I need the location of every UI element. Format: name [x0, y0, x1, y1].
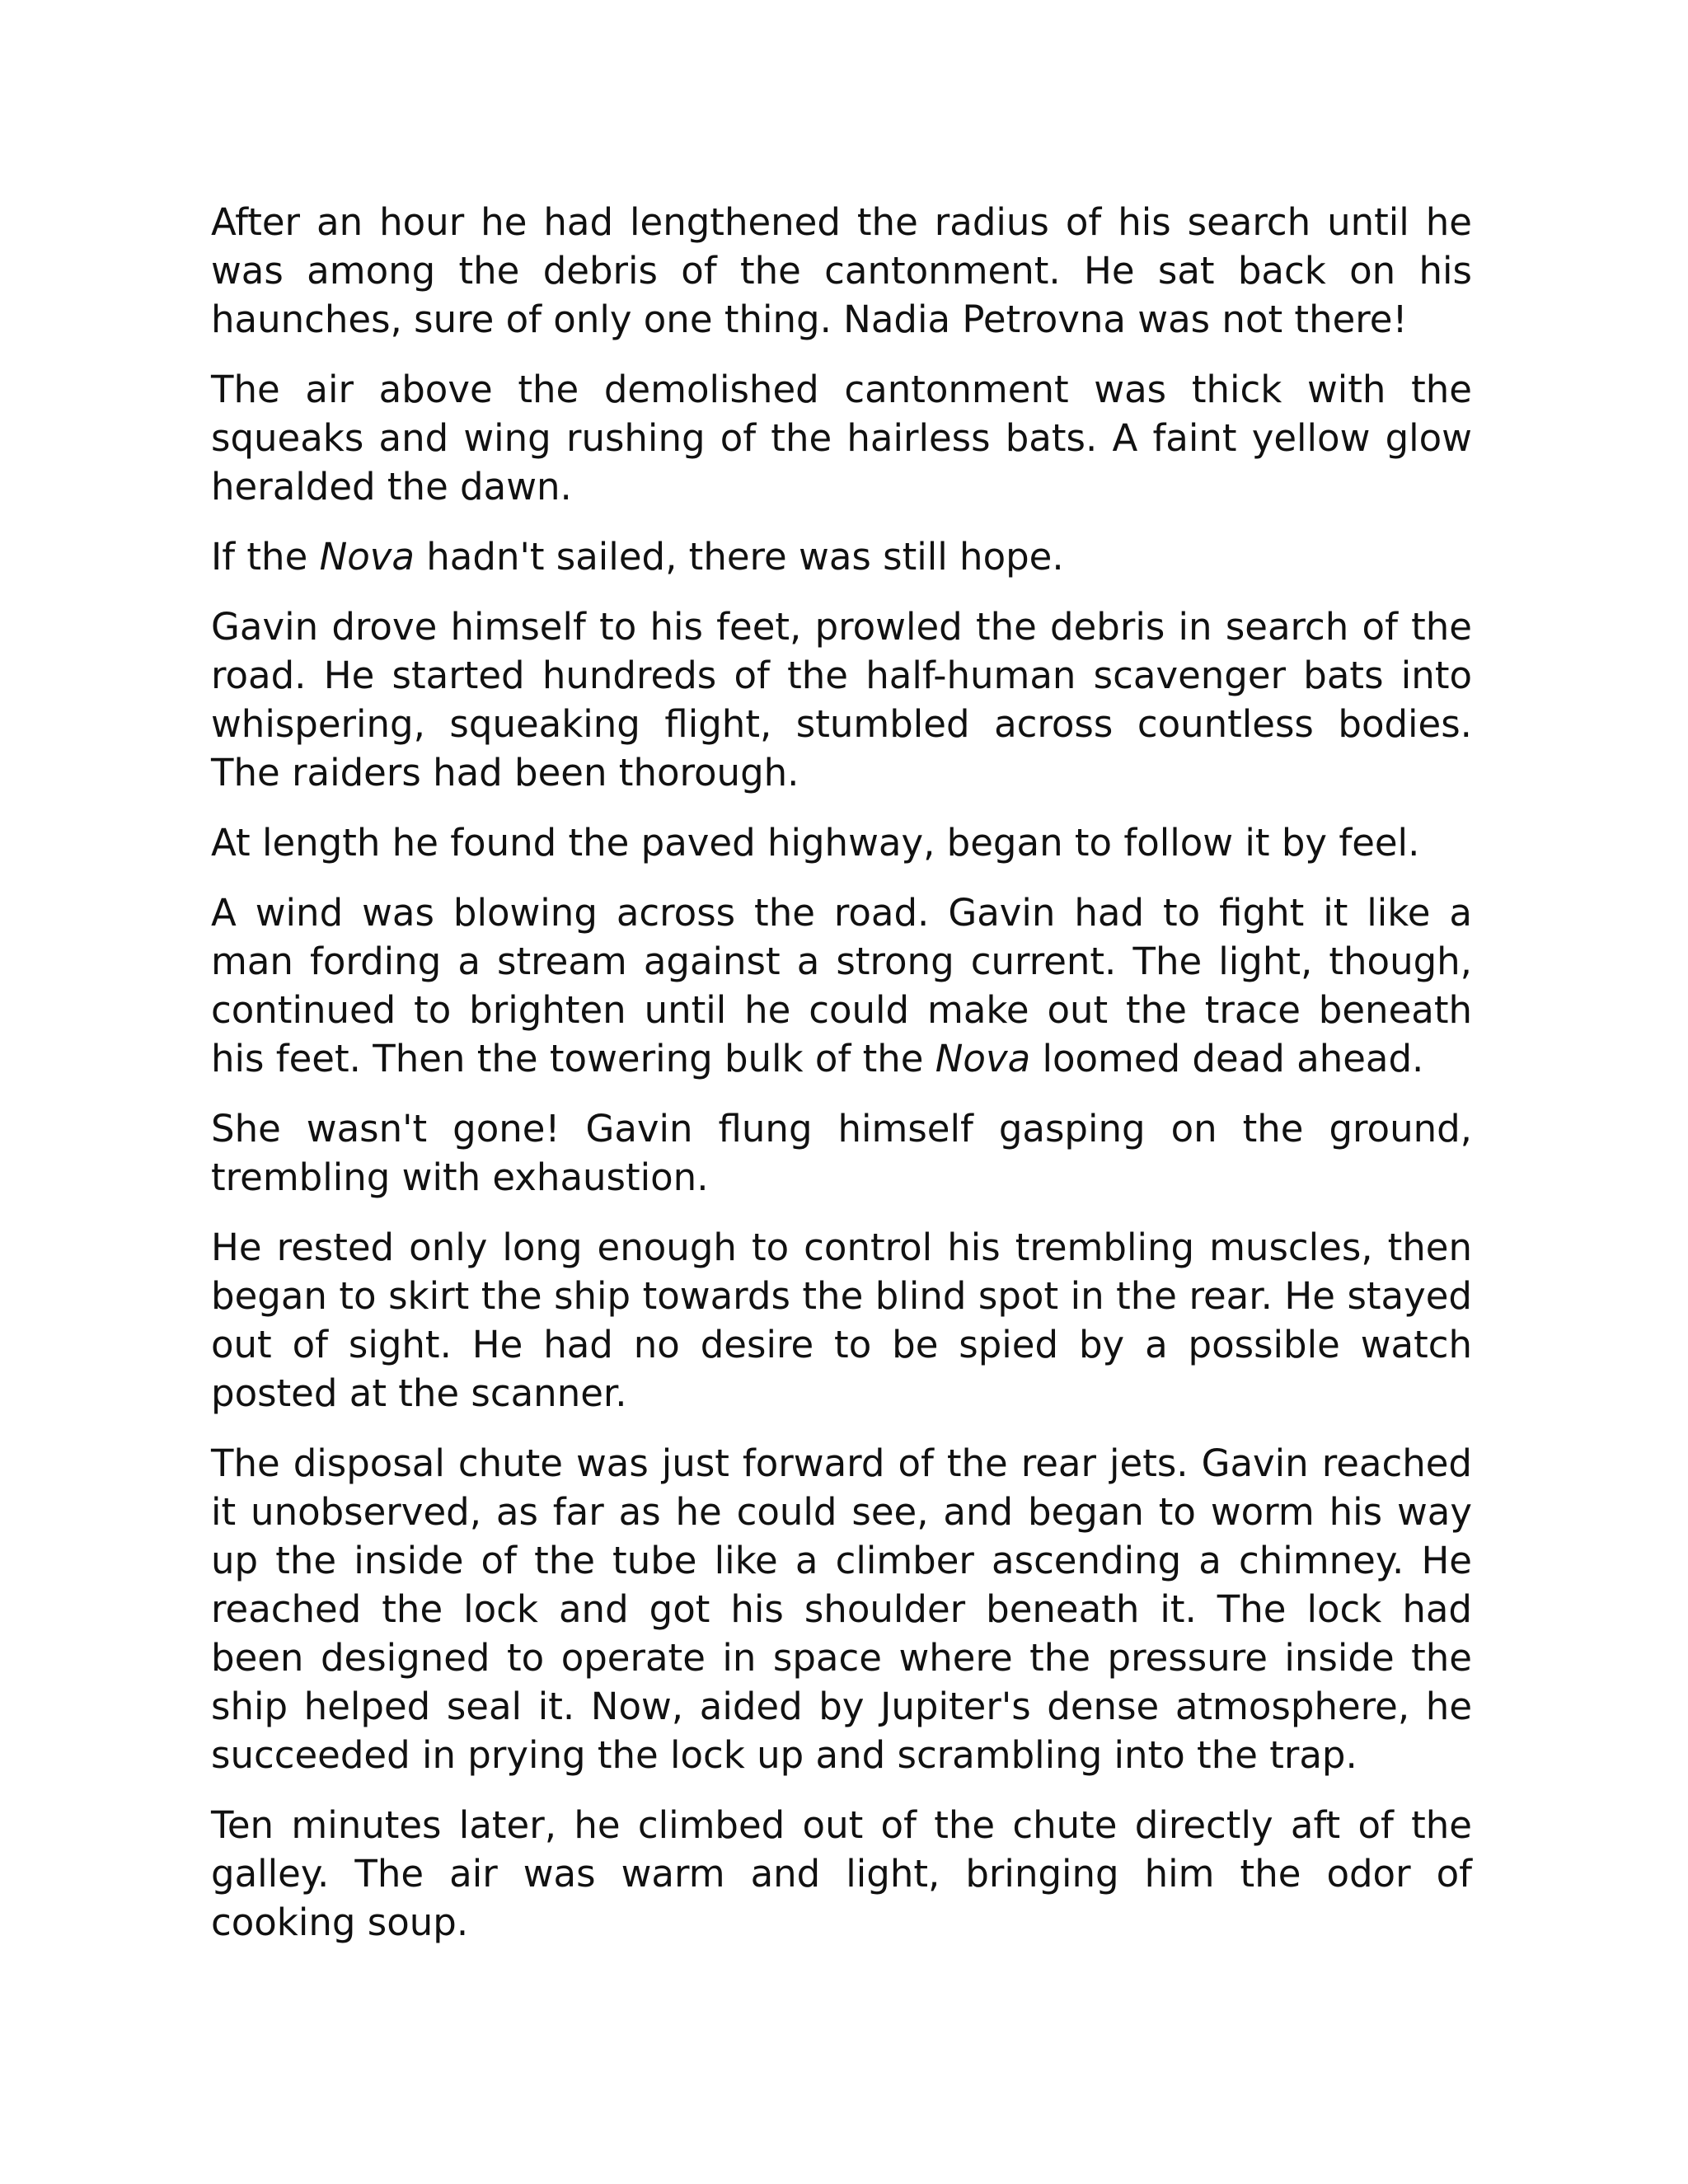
paragraph-text: After an hour he had lengthened the radius of his search until he was among the debris of the cantonment. He sat back on his haunches, sure of only one thing. Nadia Petrovna was not there! [211, 200, 1472, 341]
paragraph-text: Ten minutes later, he climbed out of the chute directly aft of the galley. The air was warm and light, bringing him the odor of cooking soup. [211, 1803, 1472, 1944]
paragraph-text: hadn't sailed, there was still hope. [414, 535, 1064, 579]
paragraph-text: loomed dead ahead. [1030, 1037, 1424, 1080]
ship-name-italic: Nova [935, 1037, 1031, 1080]
paragraph-text: The air above the demolished cantonment was thick with the squeaks and wing rushing of the hairless bats. A faint yellow glow heralded the dawn. [211, 368, 1472, 509]
paragraph-text: A wind was blowing across the road. Gavin had to fight it like a man fording a stream against a strong current. The light, though, continued to brighten until he could make out the trace beneath his feet. Then the towering bulk of the [211, 891, 1472, 1080]
paragraph [211, 602, 1472, 797]
paragraph-text: If the [211, 535, 320, 579]
paragraph [211, 1801, 1472, 1947]
paragraph [211, 1104, 1472, 1202]
paragraph [211, 1223, 1472, 1418]
paragraph [211, 888, 1472, 1083]
paragraph-text: Gavin drove himself to his feet, prowled the debris in search of the road. He started hundreds of the half-human scavenger bats into whispering, squeaking flight, stumbled across countless bodies. The raiders had been thorough. [211, 605, 1472, 794]
paragraph-text: She wasn't gone! Gavin flung himself gasping on the ground, trembling with exhaustion. [211, 1107, 1472, 1199]
paragraph [211, 1439, 1472, 1779]
paragraph [211, 532, 1472, 581]
paragraph-text: At length he found the paved highway, began to follow it by feel. [211, 821, 1420, 865]
paragraph [211, 365, 1472, 511]
paragraph [211, 198, 1472, 344]
paragraph-text: The disposal chute was just forward of the rear jets. Gavin reached it unobserved, as far as he could see, and began to worm his way up the inside of the tube like a climber ascending a chimney. He reached the lock and got his shoulder beneath it. The lock had been designed to operate in space where the pressure inside the ship helped seal it. Now, aided by Jupiter's dense atmosphere, he succeeded in prying the lock up and scrambling into the trap. [211, 1441, 1472, 1777]
body-text [211, 198, 1472, 1968]
ship-name-italic: Nova [319, 535, 415, 579]
paragraph [211, 818, 1472, 867]
paragraph-text: He rested only long enough to control his trembling muscles, then began to skirt the ship towards the blind spot in the rear. He stayed out of sight. He had no desire to be spied by a possible watch posted at the scanner. [211, 1226, 1472, 1415]
